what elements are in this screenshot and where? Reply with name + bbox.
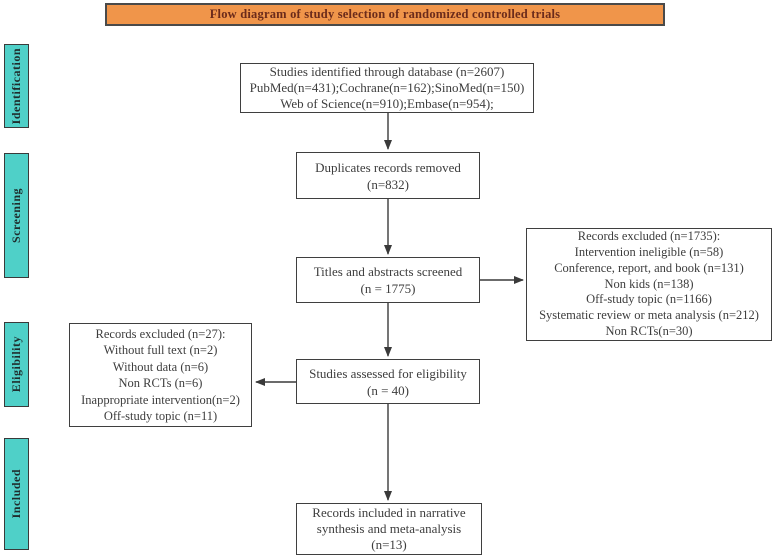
- box-records-included-line: Records included in narrative: [312, 505, 466, 520]
- box-records-excluded-eligibility-line: Non RCTs (n=6): [118, 376, 203, 390]
- stage-screening: [4, 153, 29, 278]
- box-records-excluded-screening-line: Non kids (n=138): [604, 276, 694, 291]
- box-records-excluded-eligibility-line: Without data (n=6): [112, 359, 209, 374]
- box-records-excluded-eligibility: [69, 323, 252, 427]
- diagram-title: Flow diagram of study selection of randomized controlled trials: [209, 7, 561, 21]
- stage-included-label: Included: [9, 469, 23, 519]
- box-titles-abstracts-screened-line: Titles and abstracts screened: [313, 264, 463, 279]
- stage-screening-label: Screening: [9, 188, 23, 243]
- diagram-title-banner: [105, 3, 665, 26]
- box-studies-identified-line: Web of Science(n=910);Embase(n=954);: [280, 96, 494, 111]
- box-studies-identified: [240, 63, 534, 113]
- stage-identification-label: Identification: [9, 47, 23, 125]
- stage-eligibility-label: Eligibility: [9, 336, 23, 393]
- stage-eligibility: [4, 322, 29, 407]
- box-records-included-line: synthesis and meta-analysis: [316, 521, 462, 536]
- box-records-excluded-eligibility-line: Without full text (n=2): [103, 343, 218, 357]
- box-studies-assessed-line: (n = 40): [367, 382, 409, 398]
- box-records-excluded-screening: [526, 228, 772, 341]
- box-records-excluded-eligibility-line: Inappropriate intervention(n=2): [81, 392, 240, 407]
- stage-identification: [4, 44, 29, 128]
- box-records-excluded-eligibility-line: Off-study topic (n=11): [103, 409, 218, 423]
- box-records-excluded-screening-line: Intervention ineligible (n=58): [574, 245, 724, 259]
- box-records-excluded-screening-line: Systematic review or meta analysis (n=212): [539, 308, 759, 323]
- box-records-excluded-screening-line: Records excluded (n=1735):: [577, 229, 721, 244]
- stage-included: [4, 438, 29, 550]
- box-titles-abstracts-screened-line: (n = 1775): [360, 281, 416, 296]
- box-records-excluded-screening-line: Non RCTs(n=30): [605, 323, 693, 338]
- box-titles-abstracts-screened: [296, 257, 480, 303]
- box-records-excluded-screening-line: Conference, report, and book (n=131): [554, 260, 744, 275]
- box-records-excluded-eligibility-line: Records excluded (n=27):: [95, 326, 226, 341]
- box-records-included: [296, 503, 482, 555]
- box-studies-identified-line: PubMed(n=431);Cochrane(n=162);SinoMed(n=150): [249, 80, 525, 95]
- box-studies-assessed-line: Studies assessed for eligibility: [309, 365, 467, 381]
- box-duplicates-removed-line: Duplicates records removed: [315, 159, 461, 175]
- box-studies-identified-line: Studies identified through database (n=2607): [269, 64, 505, 79]
- box-duplicates-removed: [296, 152, 480, 199]
- box-studies-assessed: [296, 359, 480, 404]
- box-records-excluded-screening-line: Off-study topic (n=1166): [586, 292, 712, 307]
- box-duplicates-removed-line: (n=832): [367, 176, 409, 192]
- box-records-included-line: (n=13): [371, 537, 407, 552]
